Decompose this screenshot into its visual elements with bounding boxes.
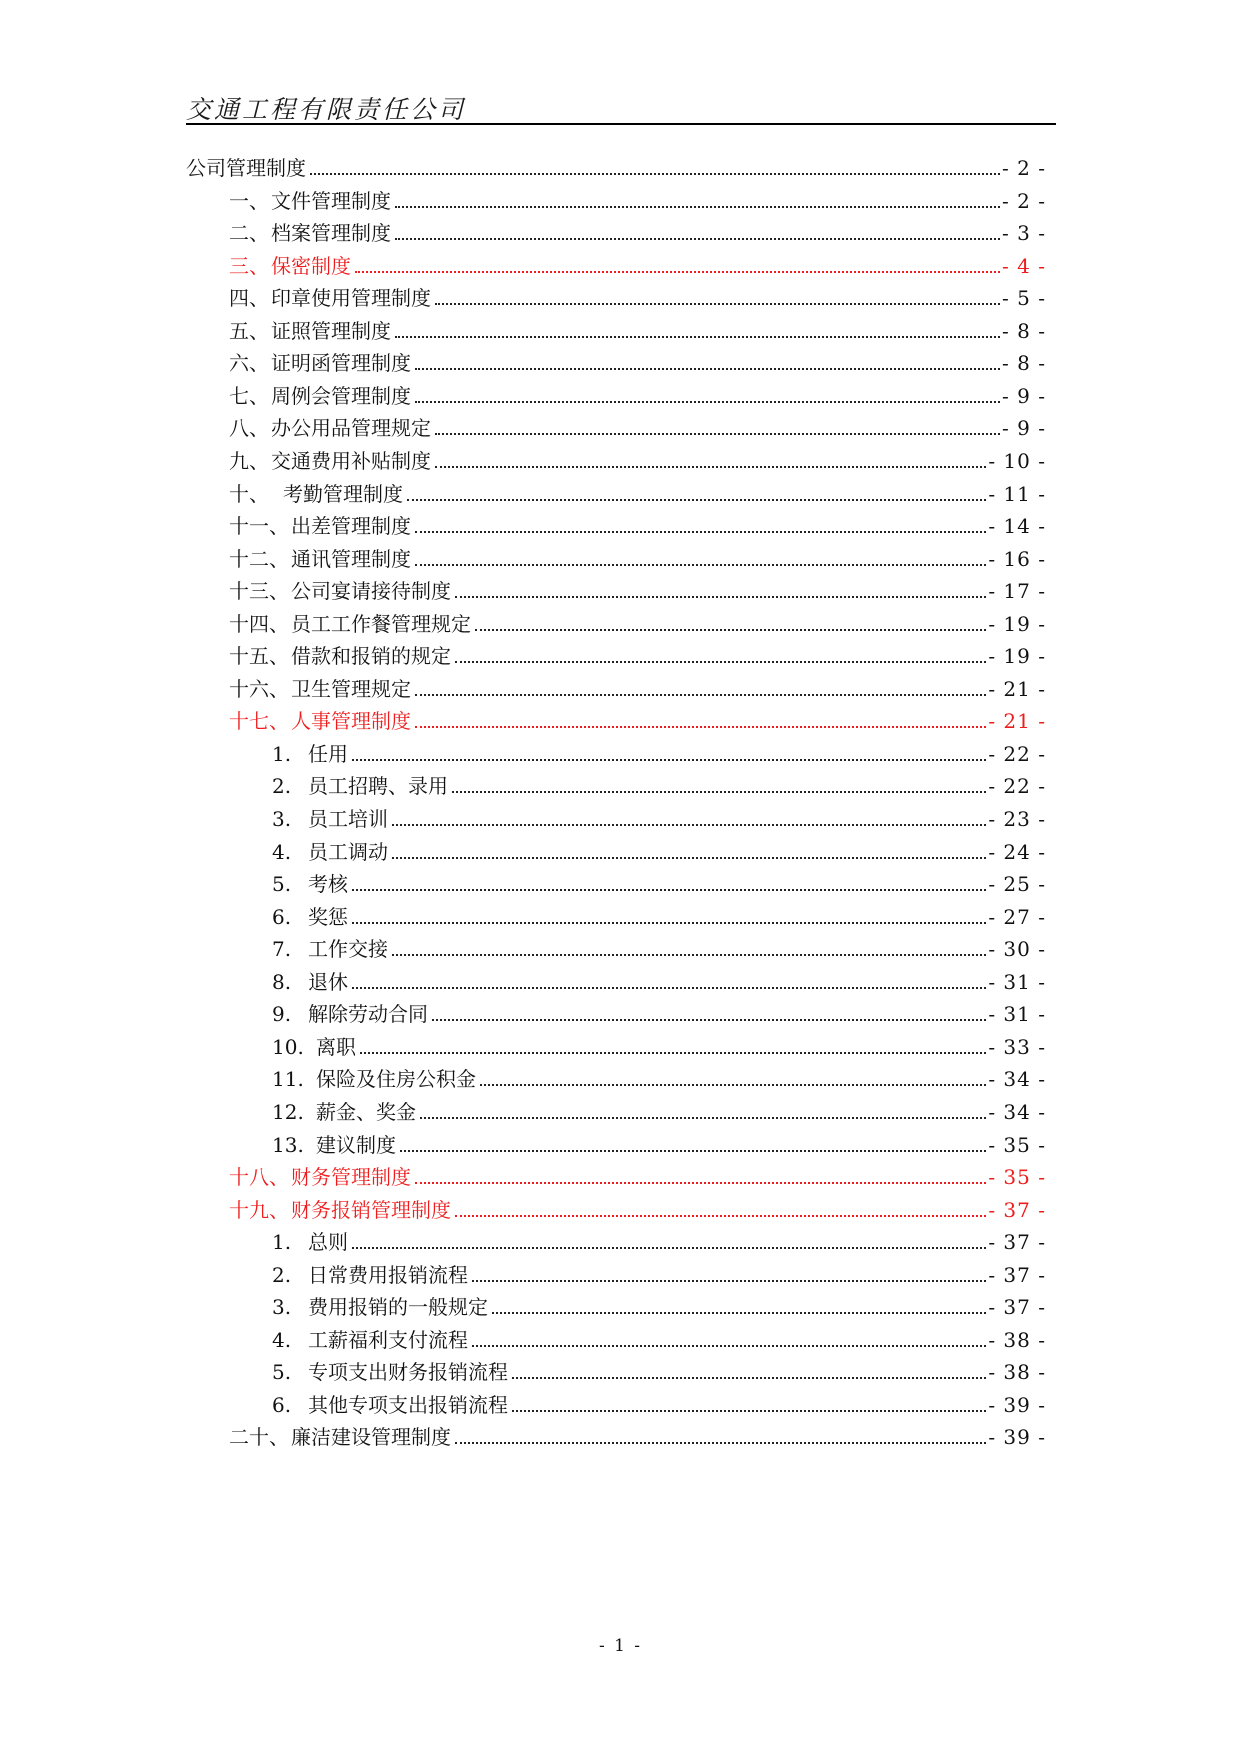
toc-entry[interactable] (229, 476, 1046, 506)
toc-entry[interactable] (272, 1354, 1046, 1384)
toc-entry[interactable] (229, 703, 1046, 733)
toc-entry-page: - 37 - (988, 1230, 1046, 1255)
toc-entry-number: 十九、 (229, 1197, 289, 1222)
toc-entry-number: 2. (272, 1262, 292, 1287)
toc-entry[interactable] (229, 671, 1046, 701)
toc-entry-title: 薪金、奖金 (316, 1099, 416, 1124)
toc-dot-leader (415, 401, 1000, 403)
toc-entry[interactable] (272, 1387, 1046, 1417)
toc-entry-title: 奖惩 (308, 904, 348, 929)
toc-dot-leader (415, 694, 986, 696)
toc-entry-title: 财务报销管理制度 (291, 1197, 451, 1222)
toc-entry-number: 一、 (229, 188, 269, 213)
toc-entry-number: 7. (272, 937, 292, 962)
toc-entry-page: - 16 - (988, 546, 1046, 571)
toc-dot-leader (392, 857, 986, 859)
toc-entry[interactable] (272, 1289, 1046, 1319)
toc-entry-title: 人事管理制度 (291, 709, 411, 734)
toc-entry-number: 12. (272, 1099, 304, 1124)
toc-entry-number: 十一、 (229, 514, 289, 539)
toc-entry-page: - 5 - (1002, 286, 1046, 311)
toc-entry[interactable] (272, 931, 1046, 961)
toc-entry-page: - 22 - (988, 741, 1046, 766)
toc-entry-title: 员工工作餐管理规定 (291, 611, 471, 636)
toc-entry[interactable] (229, 248, 1046, 278)
toc-dot-leader (407, 499, 986, 501)
toc-entry[interactable] (229, 638, 1046, 668)
toc-entry-title: 任用 (308, 741, 348, 766)
toc-dot-leader (355, 271, 1000, 273)
toc-dot-leader (432, 1019, 986, 1021)
toc-entry-title: 保险及住房公积金 (316, 1067, 476, 1092)
toc-entry-page: - 37 - (988, 1262, 1046, 1287)
toc-entry-title: 印章使用管理制度 (271, 286, 431, 311)
toc-dot-leader (435, 466, 986, 468)
toc-entry-title: 退休 (308, 969, 348, 994)
toc-entry-page: - 25 - (988, 872, 1046, 897)
toc-dot-leader (480, 1084, 986, 1086)
toc-entry-page: - 35 - (988, 1165, 1046, 1190)
toc-entry-title: 交通费用补贴制度 (271, 448, 431, 473)
toc-entry[interactable] (272, 736, 1046, 766)
toc-entry-number: 五、 (229, 318, 269, 343)
toc-dot-leader (415, 564, 986, 566)
toc-entry-page: - 9 - (1002, 383, 1046, 408)
toc-entry-title: 公司管理制度 (186, 156, 306, 180)
toc-entry-number: 8. (272, 969, 292, 994)
toc-dot-leader (492, 1312, 986, 1314)
toc-dot-leader (395, 336, 1000, 338)
toc-entry[interactable] (229, 345, 1046, 375)
toc-entry-title: 工薪福利支付流程 (308, 1327, 468, 1352)
toc-entry-page: - 39 - (988, 1425, 1046, 1450)
toc-entry-title: 费用报销的一般规定 (308, 1295, 488, 1320)
toc-dot-leader (360, 1052, 986, 1054)
toc-entry-title: 办公用品管理规定 (271, 416, 431, 441)
toc-entry-number: 1. (272, 741, 292, 766)
toc-entry-number: 十七、 (229, 709, 289, 734)
toc-entry-title: 公司宴请接待制度 (291, 579, 451, 604)
toc-entry-title: 日常费用报销流程 (308, 1262, 468, 1287)
toc-entry[interactable] (272, 1029, 1046, 1059)
toc-entry-number: 十三、 (229, 579, 289, 604)
toc-entry-number: 九、 (229, 448, 269, 473)
toc-dot-leader (512, 1377, 986, 1379)
toc-entry[interactable] (229, 508, 1046, 538)
toc-dot-leader (415, 726, 986, 728)
toc-dot-leader (352, 1247, 986, 1249)
toc-dot-leader (415, 531, 986, 533)
toc-entry[interactable] (229, 215, 1046, 245)
toc-entry-page: - 8 - (1002, 351, 1046, 376)
toc-entry-title: 其他专项支出报销流程 (308, 1392, 508, 1417)
toc-dot-leader (455, 1442, 986, 1444)
toc-entry-page: - 11 - (988, 481, 1046, 506)
toc-dot-leader (452, 791, 986, 793)
toc-entry[interactable] (272, 964, 1046, 994)
toc-entry-number: 四、 (229, 286, 269, 311)
toc-entry[interactable] (272, 899, 1046, 929)
toc-entry-page: - 21 - (988, 676, 1046, 701)
toc-entry-title: 工作交接 (308, 937, 388, 962)
toc-entry[interactable] (229, 183, 1046, 213)
toc-entry-number: 3. (272, 807, 292, 831)
toc-entry-title: 证明函管理制度 (271, 351, 411, 376)
toc-dot-leader (455, 596, 986, 598)
toc-entry-number: 六、 (229, 351, 269, 376)
toc-entry[interactable] (272, 834, 1046, 864)
toc-entry-title: 考核 (308, 872, 348, 897)
toc-entry-number: 6. (272, 1392, 292, 1417)
toc-entry[interactable] (229, 1159, 1046, 1189)
toc-entry-title: 文件管理制度 (271, 188, 391, 213)
toc-entry-number: 八、 (229, 416, 269, 441)
toc-dot-leader (392, 954, 986, 956)
toc-entry-page: - 24 - (988, 839, 1046, 864)
toc-entry[interactable] (229, 443, 1046, 473)
toc-dot-leader (472, 1280, 986, 1282)
toc-entry-number: 5. (272, 872, 292, 897)
toc-entry-title: 解除劳动合同 (308, 1002, 428, 1027)
toc-entry-page: - 35 - (988, 1132, 1046, 1157)
toc-entry-number: 11. (272, 1067, 304, 1092)
toc-entry[interactable] (272, 801, 1046, 831)
toc-entry-page: - 34 - (988, 1067, 1046, 1092)
toc-dot-leader (352, 922, 986, 924)
toc-entry-page: - 31 - (988, 969, 1046, 994)
toc-dot-leader (400, 1150, 986, 1152)
toc-entry[interactable] (272, 1322, 1046, 1352)
toc-entry-page: - 10 - (988, 448, 1046, 473)
toc-entry-page: - 17 - (988, 579, 1046, 604)
toc-entry-page: - 27 - (988, 904, 1046, 929)
toc-entry[interactable] (229, 573, 1046, 603)
toc-entry-title: 考勤管理制度 (283, 481, 403, 506)
toc-entry[interactable] (186, 150, 1046, 180)
toc-entry-number: 13. (272, 1132, 304, 1157)
toc-entry-title: 财务管理制度 (291, 1165, 411, 1190)
toc-entry-page: - 14 - (988, 514, 1046, 539)
toc-entry-number: 十八、 (229, 1165, 289, 1190)
toc-entry[interactable] (229, 280, 1046, 310)
toc-entry-number: 二十、 (229, 1425, 289, 1450)
toc-dot-leader (475, 629, 986, 631)
toc-entry-title: 周例会管理制度 (271, 383, 411, 408)
toc-entry[interactable] (229, 410, 1046, 440)
toc-entry-number: 4. (272, 839, 292, 864)
toc-entry-page: - 31 - (988, 1002, 1046, 1027)
toc-entry-title: 廉洁建设管理制度 (291, 1425, 451, 1450)
toc-entry-page: - 37 - (988, 1295, 1046, 1320)
toc-entry-page: - 34 - (988, 1099, 1046, 1124)
toc-entry[interactable] (229, 541, 1046, 571)
toc-dot-leader (352, 889, 986, 891)
page-number: - 1 - (598, 1636, 643, 1656)
toc-entry[interactable] (229, 1192, 1046, 1222)
toc-entry-page: - 2 - (1002, 156, 1046, 180)
toc-entry-title: 证照管理制度 (271, 318, 391, 343)
toc-entry[interactable] (229, 378, 1046, 408)
toc-entry-page: - 3 - (1002, 221, 1046, 246)
toc-entry[interactable] (229, 313, 1046, 343)
toc-entry-number: 十五、 (229, 644, 289, 669)
toc-dot-leader (455, 1215, 986, 1217)
toc-entry[interactable] (272, 1224, 1046, 1254)
toc-dot-leader (435, 303, 1000, 305)
toc-entry-page: - 4 - (1002, 253, 1046, 278)
toc-entry-title: 卫生管理规定 (291, 676, 411, 701)
toc-entry[interactable] (229, 606, 1046, 636)
toc-entry-title: 离职 (316, 1034, 356, 1059)
toc-dot-leader (435, 433, 1000, 435)
toc-entry[interactable] (272, 1061, 1046, 1091)
toc-entry-title: 借款和报销的规定 (291, 644, 451, 669)
toc-entry-page: - 19 - (988, 611, 1046, 636)
toc-entry-page: - 38 - (988, 1360, 1046, 1385)
toc-dot-leader (310, 173, 1000, 175)
toc-entry-title: 档案管理制度 (271, 221, 391, 246)
toc-dot-leader (352, 987, 986, 989)
toc-entry-number: 十六、 (229, 676, 289, 701)
toc-dot-leader (420, 1117, 986, 1119)
toc-entry-number: 4. (272, 1327, 292, 1352)
toc-entry-title: 保密制度 (271, 253, 351, 278)
toc-entry-page: - 37 - (988, 1197, 1046, 1222)
toc-entry-number: 十、 (229, 481, 269, 506)
toc-entry[interactable] (272, 768, 1046, 798)
header-rule (186, 123, 1056, 125)
toc-entry[interactable] (272, 1257, 1046, 1287)
toc-entry-number: 十二、 (229, 546, 289, 571)
toc-entry-number: 三、 (229, 253, 269, 278)
toc-entry-page: - 39 - (988, 1392, 1046, 1417)
toc-entry-number: 十四、 (229, 611, 289, 636)
toc-entry[interactable] (272, 1094, 1046, 1124)
toc-dot-leader (352, 759, 986, 761)
toc-dot-leader (395, 206, 1000, 208)
toc-entry-number: 二、 (229, 221, 269, 246)
toc-entry[interactable] (272, 996, 1046, 1026)
toc-dot-leader (455, 661, 986, 663)
toc-dot-leader (415, 1182, 986, 1184)
toc-entry-page: - 21 - (988, 709, 1046, 734)
toc-entry-number: 七、 (229, 383, 269, 408)
toc-dot-leader (392, 824, 986, 826)
toc-entry-number: 1. (272, 1230, 292, 1255)
toc-entry[interactable] (272, 1127, 1046, 1157)
toc-entry-page: - 19 - (988, 644, 1046, 669)
toc-entry-number: 3. (272, 1295, 292, 1320)
toc-entry-number: 5. (272, 1360, 292, 1385)
toc-entry-title: 出差管理制度 (291, 514, 411, 539)
toc-entry-page: - 38 - (988, 1327, 1046, 1352)
toc-entry-page: - 33 - (988, 1034, 1046, 1059)
toc-entry-page: - 2 - (1002, 188, 1046, 213)
toc-dot-leader (512, 1410, 986, 1412)
toc-entry-title: 通讯管理制度 (291, 546, 411, 571)
toc-entry-number: 6. (272, 904, 292, 929)
toc-entry-page: - 9 - (1002, 416, 1046, 441)
toc-entry-number: 10. (272, 1034, 304, 1059)
toc-entry-title: 员工培训 (308, 807, 388, 831)
toc-entry-number: 2. (272, 774, 292, 799)
toc-entry-title: 专项支出财务报销流程 (308, 1360, 508, 1385)
toc-entry-title: 员工调动 (308, 839, 388, 864)
toc-entry[interactable] (272, 866, 1046, 896)
toc-entry-title: 建议制度 (316, 1132, 396, 1157)
toc-entry-title: 员工招聘、录用 (308, 774, 448, 799)
toc-entry-page: - 30 - (988, 937, 1046, 962)
toc-entry-title: 总则 (308, 1230, 348, 1255)
toc-entry-page: - 23 - (988, 807, 1046, 831)
toc-entry[interactable] (229, 1419, 1046, 1449)
toc-dot-leader (415, 368, 1000, 370)
toc-dot-leader (472, 1345, 986, 1347)
toc-entry-number: 9. (272, 1002, 292, 1027)
toc-entry-page: - 22 - (988, 774, 1046, 799)
toc-dot-leader (395, 238, 1000, 240)
toc-entry-page: - 8 - (1002, 318, 1046, 343)
document-header: 交通工程有限责任公司 (186, 95, 467, 124)
